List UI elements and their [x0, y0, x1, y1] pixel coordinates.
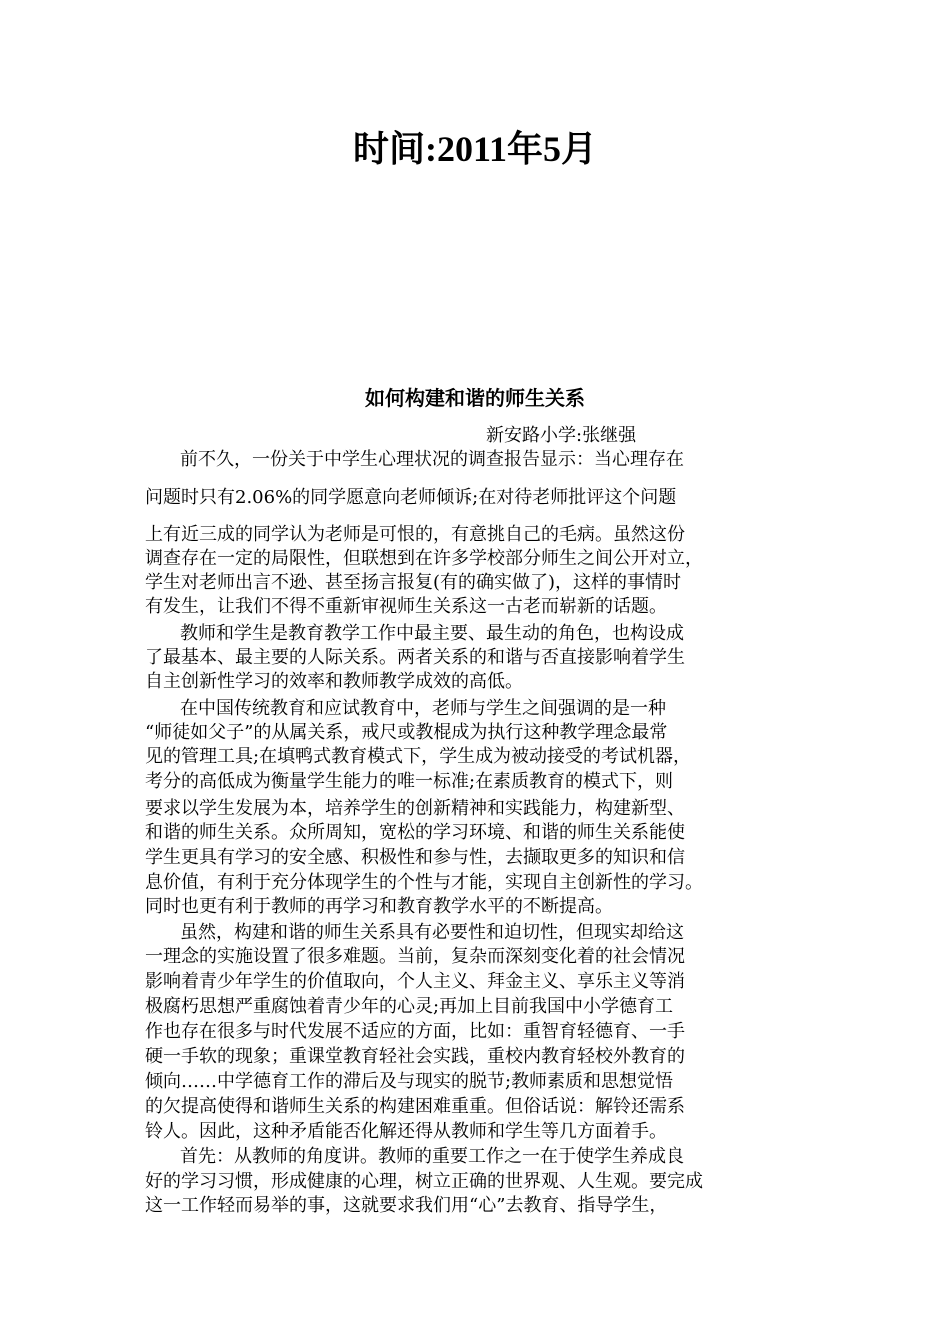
cover-date-title: 时间:2011年5月 — [352, 129, 597, 169]
article-title: 如何构建和谐的师生关系 — [365, 386, 585, 410]
body-line: 调查存在一定的局限性，但联想到在许多学校部分师生之间公开对立， — [145, 548, 703, 569]
body-line: 同时也更有利于教师的再学习和教育教学水平的不断提高。 — [145, 896, 613, 917]
body-line: 铃人。因此，这种矛盾能否化解还得从教师和学生等几方面着手。 — [145, 1121, 667, 1142]
body-line: 虽然，构建和谐的师生关系具有必要性和迫切性，但现实却给这 — [180, 922, 684, 943]
body-line: 学生更具有学习的安全感、积极性和参与性，去撷取更多的知识和信 — [145, 847, 685, 868]
body-line: 见的管理工具;在填鸭式教育模式下，学生成为被动接受的考试机器， — [145, 746, 692, 767]
body-line: 在中国传统教育和应试教育中，老师与学生之间强调的是一种 — [180, 698, 666, 719]
body-line: 这一工作轻而易举的事，这就要求我们用“心”去教育、指导学生， — [145, 1195, 668, 1216]
body-line: 了最基本、最主要的人际关系。两者关系的和谐与否直接影响着学生 — [145, 647, 685, 668]
body-line: 息价值，有利于充分体现学生的个性与才能，实现自主创新性的学习。 — [145, 872, 703, 893]
body-line: 影响着青少年学生的价值取向，个人主义、拜金主义、享乐主义等消 — [145, 971, 685, 992]
body-line: 好的学习习惯，形成健康的心理，树立正确的世界观、人生观。要完成 — [145, 1171, 703, 1192]
body-line: 首先：从教师的角度讲。教师的重要工作之一在于使学生养成良 — [180, 1146, 684, 1167]
body-line: 极腐朽思想严重腐蚀着青少年的心灵;再加上目前我国中小学德育工 — [145, 996, 674, 1017]
body-line: 有发生，让我们不得不重新审视师生关系这一古老而崭新的话题。 — [145, 596, 667, 617]
body-line: 前不久，一份关于中学生心理状况的调查报告显示：当心理存在 — [180, 449, 684, 470]
body-line: 教师和学生是教育教学工作中最主要、最生动的角色，也构设成 — [180, 623, 684, 644]
body-line: 自主创新性学习的效率和教师教学成效的高低。 — [145, 671, 523, 692]
body-line: 和谐的师生关系。众所周知，宽松的学习环境、和谐的师生关系能使 — [145, 822, 685, 843]
body-line: 上有近三成的同学认为老师是可恨的，有意挑自己的毛病。虽然这份 — [145, 524, 685, 545]
body-line: 问题时只有2.06%的同学愿意向老师倾诉;在对待老师批评这个问题 — [145, 487, 677, 508]
body-line: “师徒如父子”的从属关系，戒尺或教棍成为执行这种教学理念最常 — [145, 722, 668, 743]
body-line: 一理念的实施设置了很多难题。当前，复杂而深刻变化着的社会情况 — [145, 946, 685, 967]
body-line: 作也存在很多与时代发展不适应的方面，比如：重智育轻德育、一手 — [145, 1021, 685, 1042]
body-line: 硬一手软的现象；重课堂教育轻社会实践，重校内教育轻校外教育的 — [145, 1046, 685, 1067]
body-line: 的欠提高使得和谐师生关系的构建困难重重。但俗话说：解铃还需系 — [145, 1096, 685, 1117]
body-line: 考分的高低成为衡量学生能力的唯一标准;在素质教育的模式下，则 — [145, 771, 674, 792]
body-line: 学生对老师出言不逊、甚至扬言报复(有的确实做了)，这样的事情时 — [145, 572, 682, 593]
article-author: 新安路小学:张继强 — [486, 425, 637, 446]
body-line: 倾向……中学德育工作的滞后及与现实的脱节;教师素质和思想觉悟 — [145, 1071, 674, 1092]
body-line: 要求以学生发展为本，培养学生的创新精神和实践能力，构建新型、 — [145, 798, 685, 819]
